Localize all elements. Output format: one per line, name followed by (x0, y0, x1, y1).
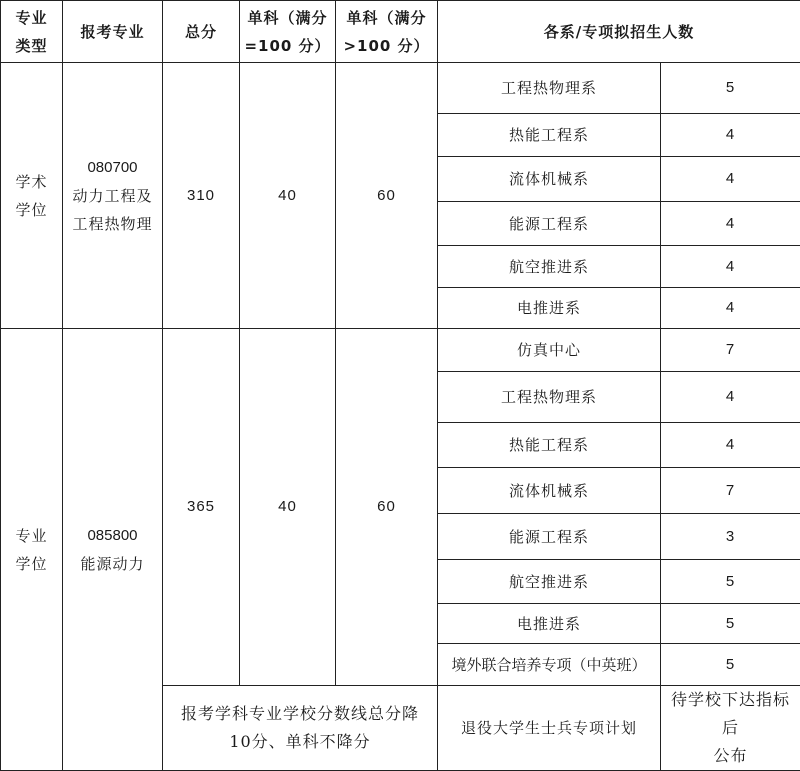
department-name: 热能工程系 (438, 114, 661, 157)
department-quota: 5 (661, 63, 800, 114)
professional-single-100: 40 (240, 329, 336, 686)
department-name: 热能工程系 (438, 423, 661, 468)
department-name: 航空推进系 (438, 246, 661, 288)
header-department-quota: 各系/专项拟招生人数 (438, 1, 800, 63)
academic-total-score: 310 (163, 63, 240, 329)
department-name: 工程热物理系 (438, 63, 661, 114)
department-quota: 4 (661, 114, 800, 157)
academic-single-100: 40 (240, 63, 336, 329)
special-plan-quota: 待学校下达指标后 公布 (661, 686, 800, 771)
department-name: 能源工程系 (438, 514, 661, 560)
professional-total-score: 365 (163, 329, 240, 686)
department-quota: 4 (661, 246, 800, 288)
department-name: 流体机械系 (438, 468, 661, 514)
header-single-100: 单科（满分 =100 分） (240, 1, 336, 63)
department-name: 仿真中心 (438, 329, 661, 372)
special-plan-name: 退役大学生士兵专项计划 (438, 686, 661, 771)
department-quota: 4 (661, 423, 800, 468)
department-name: 航空推进系 (438, 560, 661, 604)
header-total-score: 总分 (163, 1, 240, 63)
professional-major-cell: 085800 能源动力 (63, 329, 163, 771)
header-major: 报考专业 (63, 1, 163, 63)
academic-single-over-100: 60 (336, 63, 438, 329)
table-row (1, 63, 800, 114)
department-quota: 5 (661, 560, 800, 604)
department-name: 流体机械系 (438, 157, 661, 202)
department-quota: 4 (661, 157, 800, 202)
department-quota: 4 (661, 202, 800, 246)
department-name: 境外联合培养专项（中英班） (438, 644, 661, 686)
department-name: 电推进系 (438, 288, 661, 329)
professional-single-over-100: 60 (336, 329, 438, 686)
department-name: 电推进系 (438, 604, 661, 644)
department-quota: 5 (661, 604, 800, 644)
table-row (1, 329, 800, 372)
department-quota: 7 (661, 329, 800, 372)
department-quota: 4 (661, 288, 800, 329)
department-name: 工程热物理系 (438, 372, 661, 423)
score-reduction-note: 报考学科专业学校分数线总分降 10分、单科不降分 (163, 686, 438, 771)
header-row (1, 1, 800, 63)
department-quota: 7 (661, 468, 800, 514)
professional-type-cell: 专业 学位 (1, 329, 63, 771)
department-quota: 4 (661, 372, 800, 423)
department-name: 能源工程系 (438, 202, 661, 246)
header-major-type: 专业 类型 (1, 1, 63, 63)
academic-type-cell: 学术 学位 (1, 63, 63, 329)
department-quota: 3 (661, 514, 800, 560)
header-single-over-100: 单科（满分 >100 分） (336, 1, 438, 63)
academic-major-cell: 080700 动力工程及 工程热物理 (63, 63, 163, 329)
department-quota: 5 (661, 644, 800, 686)
